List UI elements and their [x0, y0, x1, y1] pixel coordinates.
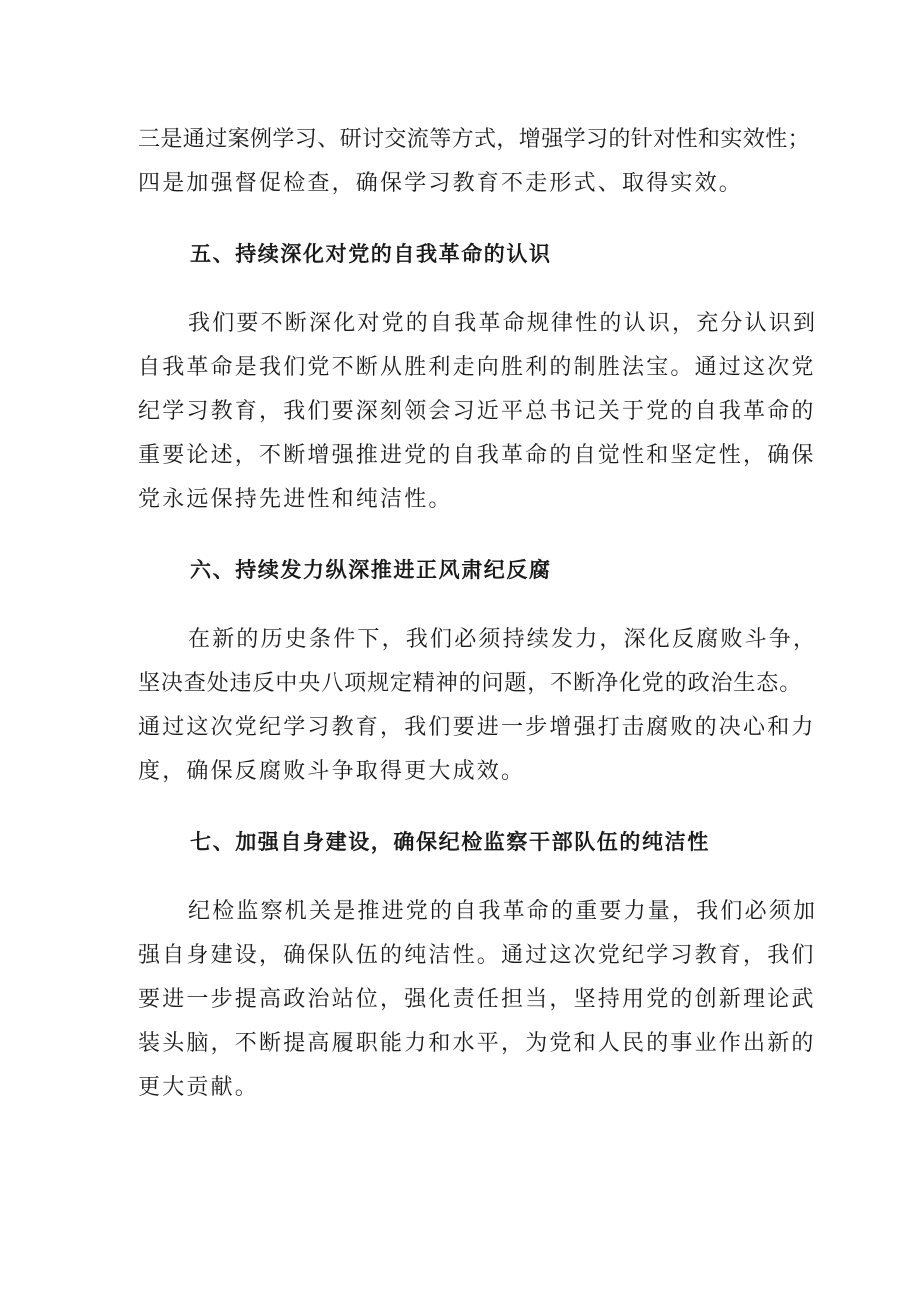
text-line: 党永远保持先进性和纯洁性。: [138, 487, 453, 512]
section-7-paragraph: [138, 890, 818, 1110]
text-line: 装头脑，不断提高履职能力和水平，为党和人民的事业作出新的: [138, 1031, 816, 1056]
text-line: 度，确保反腐败斗争取得更大成效。: [138, 759, 526, 784]
text-line: 纪学习教育，我们要深刻领会习近平总书记关于党的自我革命的: [138, 399, 816, 424]
section-heading-6: 六、持续发力纵深推进正风肃纪反腐: [190, 558, 552, 582]
text-line: 要进一步提高政治站位，强化责任担当，坚持用党的创新理论武: [138, 987, 816, 1012]
section-6-paragraph: [138, 618, 818, 794]
text-line: 更大贡献。: [138, 1075, 260, 1100]
text-line: 我们要不断深化对党的自我革命规律性的认识，充分认识到: [188, 311, 818, 336]
intro-paragraph: [138, 118, 811, 206]
text-line: 重要论述，不断增强推进党的自我革命的自觉性和坚定性，确保: [138, 443, 816, 468]
text-line: 三是通过案例学习、研讨交流等方式，增强学习的针对性和实效性；: [138, 127, 811, 152]
text-line: 自我革命是我们党不断从胜利走向胜利的制胜法宝。通过这次党: [138, 355, 816, 380]
text-line: 四是加强督促检查，确保学习教育不走形式、取得实效。: [138, 171, 744, 196]
text-line: 强自身建设，确保队伍的纯洁性。通过这次党纪学习教育，我们: [138, 943, 816, 968]
section-heading-7: 七、加强自身建设，确保纪检监察干部队伍的纯洁性: [190, 830, 710, 854]
text-line: 在新的历史条件下，我们必须持续发力，深化反腐败斗争，: [188, 627, 818, 652]
document-body: [138, 118, 818, 1110]
text-line: 坚决查处违反中央八项规定精神的问题，不断净化党的政治生态。: [138, 671, 803, 696]
section-heading-5: 五、持续深化对党的自我革命的认识: [190, 242, 552, 266]
section-5-paragraph: [138, 302, 818, 522]
text-line: 通过这次党纪学习教育，我们要进一步增强打击腐败的决心和力: [138, 715, 816, 740]
text-line: 纪检监察机关是推进党的自我革命的重要力量，我们必须加: [188, 899, 818, 924]
